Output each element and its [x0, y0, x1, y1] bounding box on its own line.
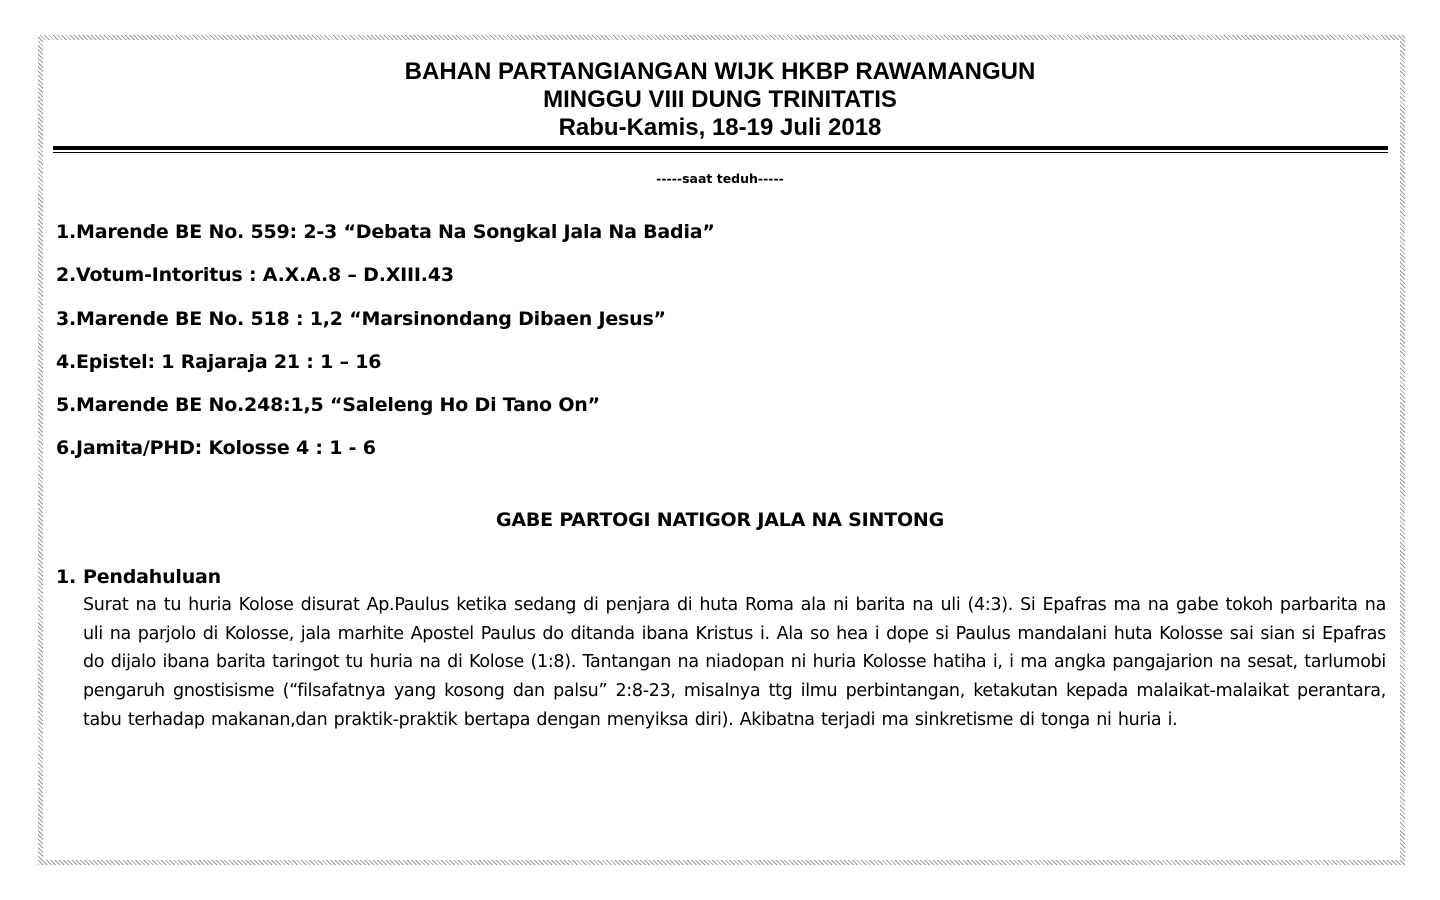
liturgy-item-number: 6.: [56, 437, 77, 460]
section-pendahuluan: [56, 563, 1386, 735]
liturgy-item-text: Marende BE No. 518 : 1,2 “Marsinondang Dibaen Jesus”: [76, 307, 666, 330]
liturgy-item-number: 5.: [56, 394, 77, 417]
liturgy-item-text: Marende BE No. 559: 2-3 “Debata Na Songkal Jala Na Badia”: [76, 221, 715, 243]
liturgy-item: [56, 218, 715, 261]
header-rule-thick: [53, 146, 1388, 150]
liturgy-list: [56, 218, 715, 478]
liturgy-item: [56, 305, 715, 348]
liturgy-item-number: 3.: [56, 307, 77, 330]
section-number: 1.: [56, 566, 77, 588]
sermon-title: GABE PARTOGI NATIGOR JALA NA SINTONG: [495, 509, 945, 531]
header-rule-thin: [53, 152, 1388, 153]
saat-teduh-label: -----saat teduh-----: [656, 171, 784, 186]
header-subtitle: MINGGU VIII DUNG TRINITATIS: [543, 86, 897, 113]
liturgy-item-text: Votum-Intoritus : A.X.A.8 – D.XIII.43: [76, 264, 454, 287]
liturgy-item: [56, 348, 715, 391]
header-date: Rabu-Kamis, 18-19 Juli 2018: [558, 114, 882, 141]
liturgy-item-number: 2.: [56, 264, 77, 287]
section-body-paragraph: Surat na tu huria Kolose disurat Ap.Paulus ketika sedang di penjara di huta Roma ala ni barita na uli (4:3). Si Epafras ma na gabe tokoh parbarita na uli na parjolo di Kolosse, jala marhite Apostel Paulus do ditanda ibana Kristus i. Ala so hea i dope si Paulus mandalani huta Kolosse sai sian si Epafras do dijalo ibana barita taringot tu huria na di Kolose (1:8). Tantangan na niadopan ni huria Kolosse hatiha i, i ma angka pangajarion na sesat, tarlumobi pengaruh gnostisisme (“filsafatnya yang kosong dan palsu” 2:8-23, misalnya ttg ilmu perbintangan, ketakutan kepada malaikat-malaikat perantara, tabu terhadap makanan,dan praktik-praktik bertapa dengan menyiksa diri). Akibatna terjadi ma sinkretisme di tonga ni huria i.: [83, 595, 1386, 730]
liturgy-item-text: Marende BE No.248:1,5 “Saleleng Ho Di Tano On”: [76, 394, 600, 417]
liturgy-item-number: 1.: [56, 221, 77, 243]
liturgy-item-text: Jamita/PHD: Kolosse 4 : 1 - 6: [76, 437, 376, 460]
header-title: BAHAN PARTANGIANGAN WIJK HKBP RAWAMANGUN: [404, 58, 1036, 85]
document-header: [0, 58, 1440, 142]
liturgy-item-text: Epistel: 1 Rajaraja 21 : 1 – 16: [76, 350, 382, 373]
liturgy-item: [56, 261, 715, 304]
liturgy-item-number: 4.: [56, 350, 77, 373]
section-heading: [56, 563, 1386, 591]
section-title: Pendahuluan: [83, 566, 221, 588]
liturgy-item: [56, 434, 715, 477]
liturgy-item: [56, 391, 715, 434]
